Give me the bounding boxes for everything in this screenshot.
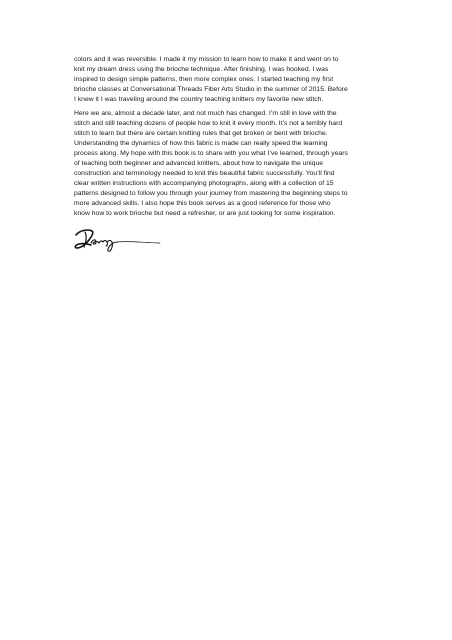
text-line: Understanding the dynamics of how this fabric is made can really speed the learning xyxy=(74,140,328,147)
text-line: stitch to learn but there are certain knitting rules that get broken or bent with brioche. xyxy=(74,130,328,137)
text-line: colors and it was reversible. I made it my mission to learn how to make it and went on to xyxy=(74,56,339,63)
paragraph-1 xyxy=(74,55,392,105)
paragraph-2 xyxy=(74,109,392,219)
text-line: of teaching both beginner and advanced knitters, about how to navigate the unique xyxy=(74,160,324,167)
text-line: brioche classes at Conversational Threads Fiber Arts Studio in the summer of 2015. Before xyxy=(74,86,348,93)
text-line: know how to work brioche but need a refresher, or are just looking for some inspiration. xyxy=(74,210,336,217)
text-line: patterns designed to follow you through your journey from mastering the beginning steps to xyxy=(74,190,348,197)
text-line: construction and terminology needed to knit this beautiful fabric successfully. You’ll find xyxy=(74,170,335,177)
text-line: I knew it I was traveling around the country teaching knitters my favorite new stitch. xyxy=(74,96,324,103)
text-line: Here we are, almost a decade later, and not much has changed. I’m still in love with the xyxy=(74,110,337,117)
text-line: inspired to design simple patterns, then more complex ones. I started teaching my first xyxy=(74,76,334,83)
text-line: clear written instructions with accompanying photographs, along with a collection of 15 xyxy=(74,180,334,187)
text-line: stitch and still teaching dozens of people how to knit it every month. It’s not a terribly hard xyxy=(74,120,343,127)
text-line: knit my dream dress using the brioche technique. After finishing, I was hooked. I was xyxy=(74,66,329,73)
signature-image xyxy=(72,226,162,252)
text-line: more advanced skills. I also hope this book serves as a good reference for those who xyxy=(74,200,331,207)
text-line: process along. My hope with this book is to share with you what I’ve learned, through years xyxy=(74,150,348,157)
body-text xyxy=(74,55,392,223)
